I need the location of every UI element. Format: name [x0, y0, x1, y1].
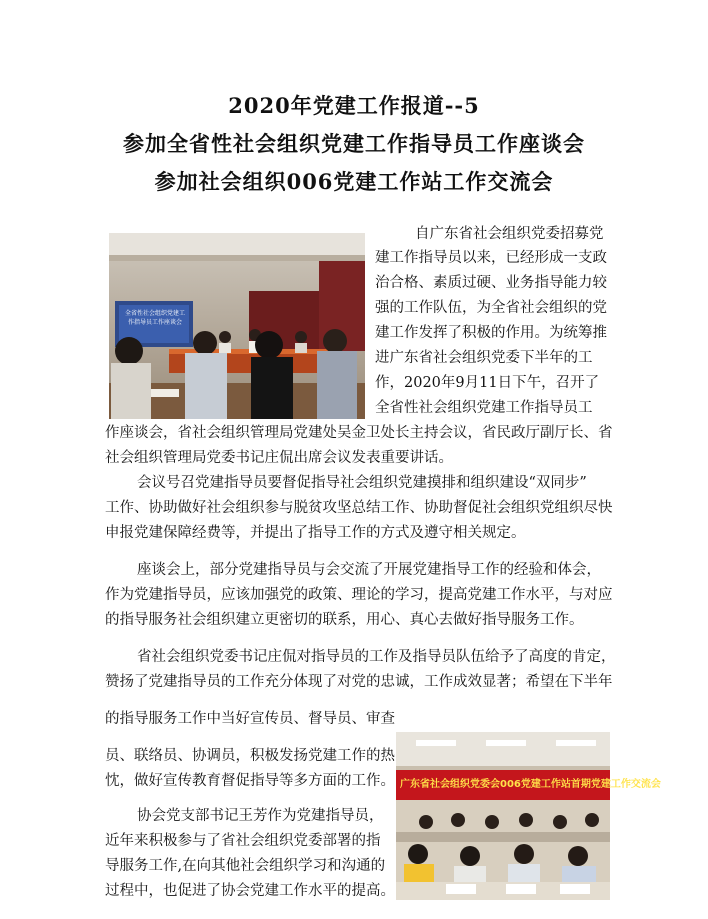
- paragraph-1-line-10: 社会组织管理局党委书记庄侃出席会议发表重要讲话。: [105, 450, 453, 466]
- paragraph-5-line-4: 过程中，也促进了协会党建工作水平的提高。: [105, 883, 395, 899]
- meeting-photo-1: [109, 233, 365, 419]
- paragraph-2-line-3: 申报党建保障经费等，并提出了指导工作的方式及遵守相关规定。: [105, 525, 526, 541]
- page-title-line-2: 参加全省性社会组织党建工作指导员工作座谈会: [123, 131, 585, 156]
- paragraph-4-line-1: 省社会组织党委书记庄侃对指导员的工作及指导员队伍给予了高度的肯定，: [137, 649, 616, 665]
- paragraph-1-line-4: 强的工作队伍，为全省社会组织的党: [375, 300, 607, 316]
- meeting-photo-1-screen-text: 全省性社会组织党建工作指导员工作座谈会: [124, 310, 185, 326]
- paragraph-5-line-3: 导服务工作,在向其他社会组织学习和沟通的: [105, 858, 386, 874]
- paragraph-1-line-6: 进广东省社会组织党委下半年的工: [375, 350, 593, 366]
- paragraph-4-line-5: 忱，做好宣传教育督促指导等多方面的工作。: [105, 773, 395, 789]
- page-title-line-1: 2020年党建工作报道--5: [228, 93, 480, 118]
- paragraph-1-line-9: 作座谈会，省社会组织管理局党建处吴金卫处长主持会议，省民政厅副厅长、省: [105, 425, 613, 441]
- paragraph-1-line-8: 全省性社会组织党建工作指导员工: [375, 400, 593, 416]
- meeting-photo-2-graphic: [396, 732, 661, 900]
- paragraph-1-line-2: 建工作指导员以来，已经形成一支政: [375, 250, 607, 266]
- paragraph-1-line-7: 作，2020年9月11日下午，召开了: [375, 375, 600, 391]
- paragraph-4-line-3: 的指导服务工作中当好宣传员、督导员、审查: [105, 711, 395, 727]
- paragraph-2-line-1: 会议号召党建指导员要督促指导社会组织党建摸排和组织建设“双同步”: [137, 475, 587, 491]
- paragraph-3-line-2: 作为党建指导员，应该加强党的政策、理论的学习，提高党建工作水平，与对应: [105, 587, 613, 603]
- paragraph-5-line-2: 近年来积极参与了省社会组织党委部署的指: [105, 833, 381, 849]
- paragraph-2-line-2: 工作、协助做好社会组织参与脱贫攻坚总结工作、协助督促社会组织党组织尽快: [105, 500, 613, 516]
- paragraph-3-line-1: 座谈会上，部分党建指导员与会交流了开展党建指导工作的经验和体会，: [137, 562, 601, 578]
- paragraph-3-line-3: 的指导服务社会组织建立更密切的联系，用心、真心去做好指导服务工作。: [105, 612, 584, 628]
- meeting-photo-2-banner-text: 广东省社会组织党委会006党建工作站首期党建工作交流会: [400, 779, 661, 790]
- paragraph-1-line-1: 自广东省社会组织党委招募党: [415, 226, 604, 242]
- paragraph-4-line-2: 赞扬了党建指导员的工作充分体现了对党的忠诚，工作成效显著；希望在下半年: [105, 674, 613, 690]
- paragraph-1-line-3: 治合格、素质过硬、业务指导能力较: [375, 275, 607, 291]
- meeting-photo-2: [396, 732, 661, 900]
- page-title-line-3: 参加社会组织006党建工作站工作交流会: [154, 169, 554, 194]
- paragraph-1-line-5: 建工作发挥了积极的作用。为统筹推: [375, 325, 607, 341]
- paragraph-5-line-1: 协会党支部书记王芳作为党建指导员，: [137, 808, 384, 824]
- paragraph-4-line-4: 员、联络员、协调员，积极发扬党建工作的热: [105, 748, 395, 764]
